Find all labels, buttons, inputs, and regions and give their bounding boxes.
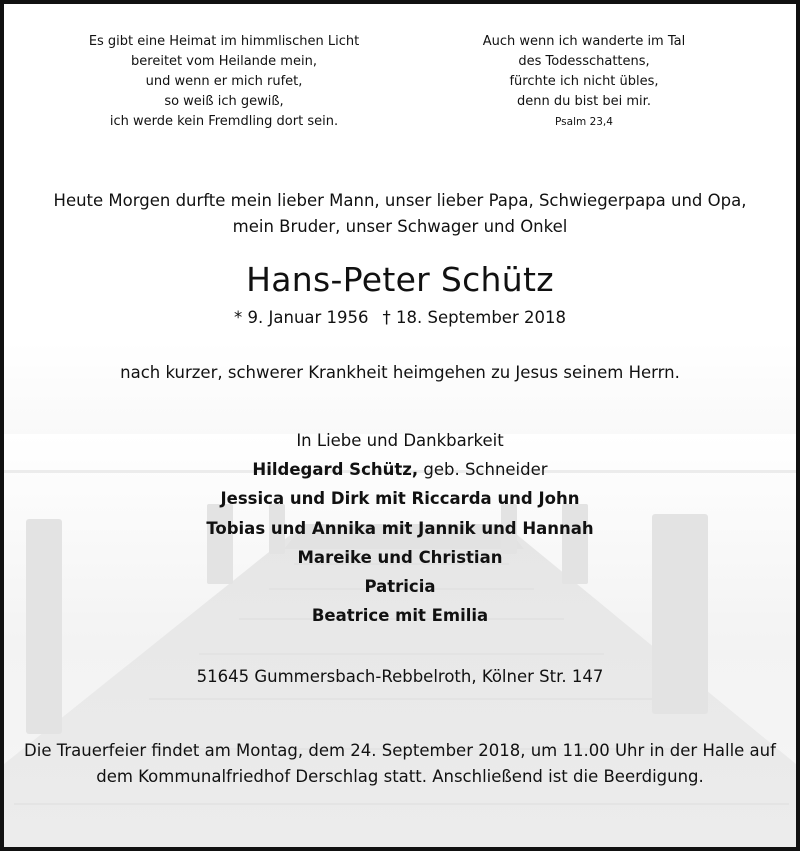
family-address: 51645 Gummersbach-Rebbelroth, Kölner Str. 147 bbox=[196, 667, 604, 686]
intro-line: Heute Morgen durfte mein lieber Mann, unser lieber Papa, Schwiegerpapa und Opa, bbox=[53, 191, 747, 210]
birth-date: * 9. Januar 1956 bbox=[234, 308, 369, 327]
widow-name: Hildegard Schütz, bbox=[252, 460, 419, 480]
verse-left-line: so weiß ich gewiß, bbox=[164, 94, 284, 109]
verse-left bbox=[44, 32, 404, 132]
intro-text bbox=[4, 188, 796, 240]
service-line: dem Kommunalfriedhof Derschlag statt. Anschließend ist die Beerdigung. bbox=[96, 767, 704, 786]
service-line: Die Trauerfeier findet am Montag, dem 24. September 2018, um 11.00 Uhr in der Halle auf bbox=[24, 741, 776, 760]
family-list bbox=[4, 426, 796, 630]
verse-left-line: und wenn er mich rufet, bbox=[145, 74, 303, 89]
passing-text: nach kurzer, schwerer Krankheit heimgehen zu Jesus seinem Herrn. bbox=[120, 363, 680, 382]
verse-source: Psalm 23,4 bbox=[555, 116, 613, 128]
verse-left-line: ich werde kein Fremdling dort sein. bbox=[109, 114, 339, 129]
verse-right-line: des Todesschattens, bbox=[518, 54, 650, 69]
family-preamble: In Liebe und Dankbarkeit bbox=[296, 431, 504, 450]
family-member: Patricia bbox=[364, 577, 436, 597]
verse-right-line: fürchte ich nicht übles, bbox=[509, 74, 659, 89]
verse-left-line: bereitet vom Heilande mein, bbox=[131, 54, 317, 69]
family-member: Tobias und Annika mit Jannik und Hannah bbox=[206, 518, 594, 538]
verse-right bbox=[414, 32, 754, 132]
verse-left-line: Es gibt eine Heimat im himmlischen Licht bbox=[88, 34, 360, 49]
family-widow bbox=[4, 455, 796, 484]
family-member: Mareike und Christian bbox=[297, 547, 503, 567]
service-info bbox=[4, 738, 796, 790]
intro-line: mein Bruder, unser Schwager und Onkel bbox=[232, 217, 568, 236]
life-dates bbox=[4, 306, 796, 330]
verse-right-line: denn du bist bei mir. bbox=[517, 94, 651, 109]
death-date: † 18. September 2018 bbox=[382, 308, 566, 327]
family-member: Beatrice mit Emilia bbox=[311, 606, 489, 626]
widow-maiden-name: geb. Schneider bbox=[418, 460, 548, 480]
family-member: Jessica und Dirk mit Riccarda und John bbox=[220, 489, 580, 509]
verse-right-line: Auch wenn ich wanderte im Tal bbox=[482, 34, 686, 49]
deceased-name: Hans-Peter Schütz bbox=[246, 260, 554, 299]
